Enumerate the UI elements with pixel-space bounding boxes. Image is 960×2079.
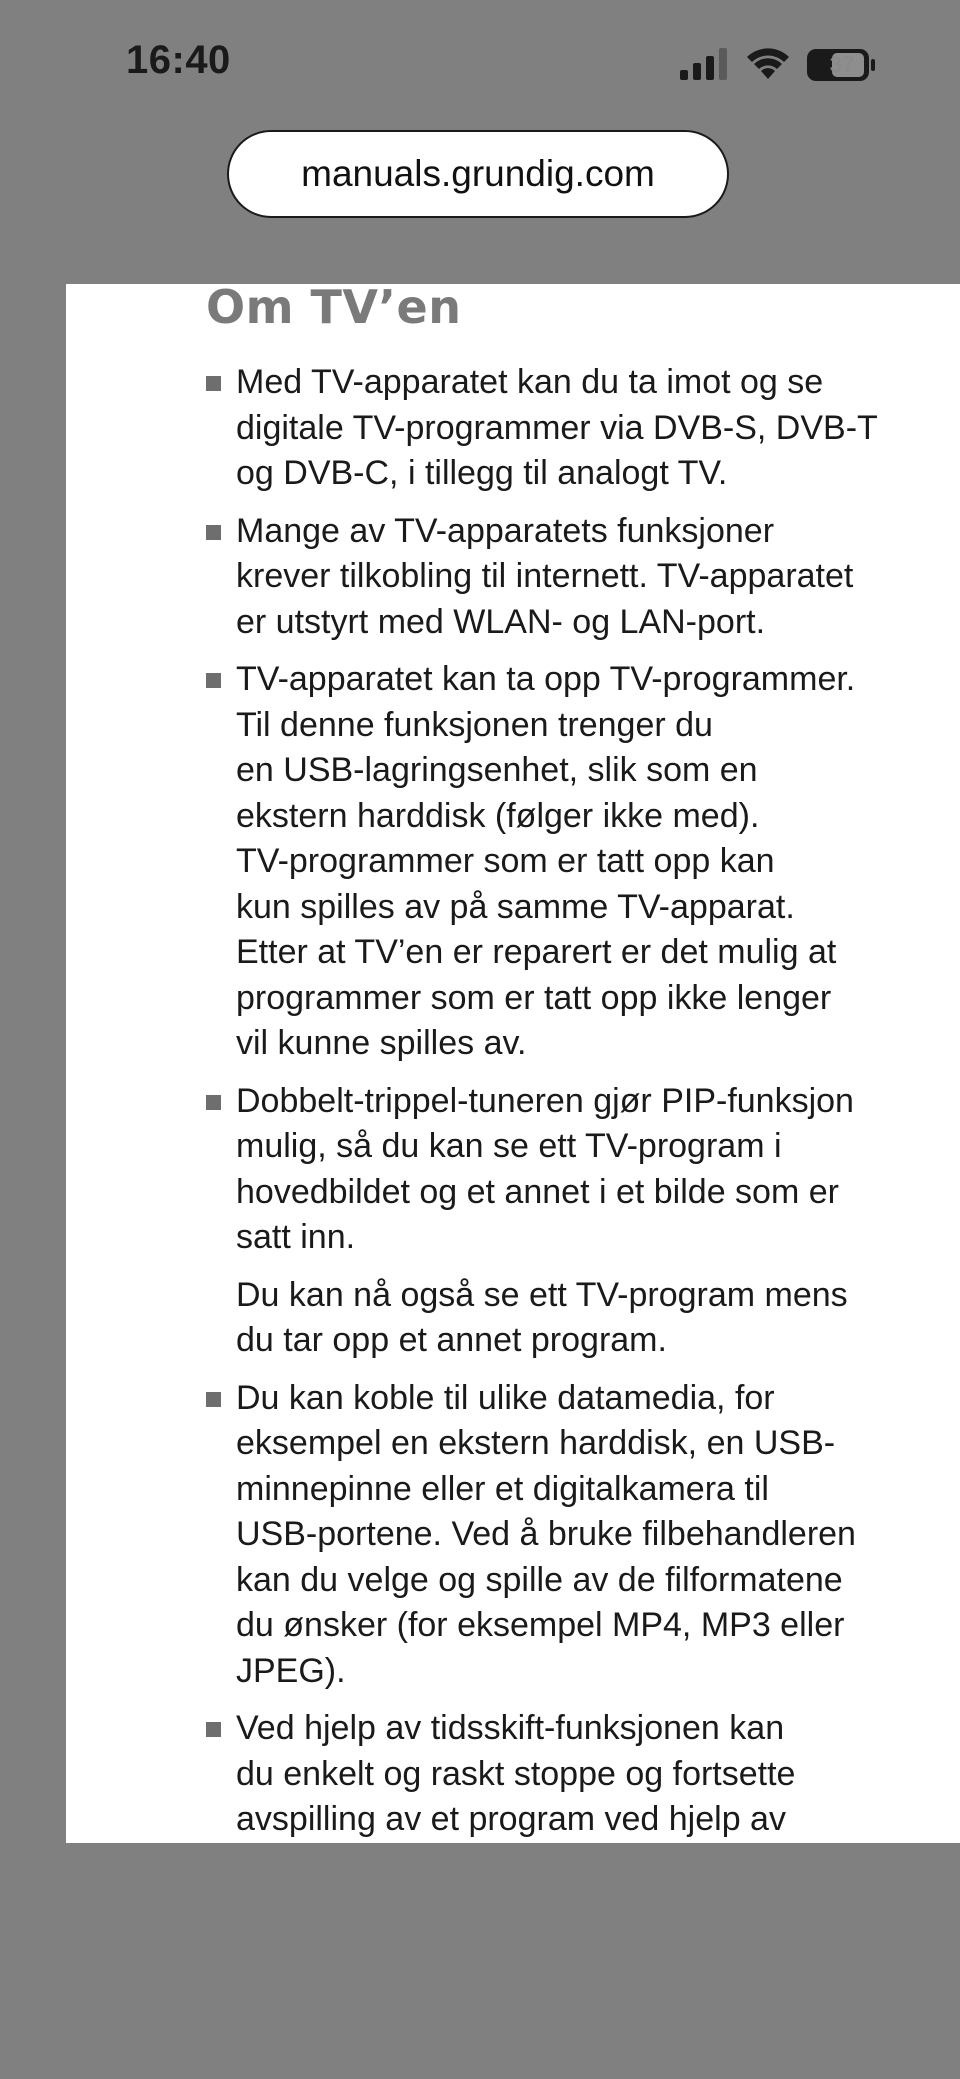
text-line: Dobbelt-trippel-tuneren gjør PIP-funksjon — [236, 1081, 854, 1120]
url-text: manuals.grundig.com — [301, 153, 655, 194]
text-line: Til denne funksjonen trenger du — [236, 705, 713, 744]
text-line: Med TV-apparatet kan du ta imot og se — [236, 363, 824, 401]
text-line: programmer som er tatt opp ikke lenger — [236, 978, 832, 1017]
wifi-icon — [746, 46, 790, 80]
document-page — [66, 284, 960, 1843]
paragraph — [206, 1079, 956, 1261]
text-line: Du kan koble til ulike datamedia, for — [236, 1378, 775, 1417]
text-line: ekstern harddisk (følger ikke med). — [236, 796, 760, 835]
text-line: JPEG). — [236, 1651, 346, 1690]
text-line: du ønsker (for eksempel MP4, MP3 eller — [236, 1606, 845, 1644]
text-line: Ved hjelp av tidsskift-funksjonen kan — [236, 1709, 785, 1747]
battery-icon — [806, 48, 876, 82]
text-line: krever tilkobling til internett. TV-apparatet — [236, 557, 854, 595]
text-line: Etter at TV’en er reparert er det mulig at — [236, 933, 837, 971]
text-line: eksempel en ekstern harddisk, en USB- — [236, 1424, 836, 1462]
text-line: vil kunne spilles av. — [236, 1024, 527, 1062]
text-line: USB-portene. Ved å bruke filbehandleren — [236, 1515, 856, 1553]
text-line: en USB-lagringsenhet, slik som en — [236, 751, 758, 789]
status-time: 16:40 — [126, 38, 231, 82]
page-title: Om TV’en — [206, 284, 462, 334]
paragraph — [206, 509, 956, 646]
text-line: Du kan nå også se ett TV-program mens — [236, 1275, 848, 1314]
text-line: Mange av TV-apparatets funksjoner — [236, 511, 775, 550]
text-line: hovedbildet og et annet i et bilde som er — [236, 1172, 839, 1211]
text-line: digitale TV-programmer via DVB-S, DVB-T — [236, 408, 878, 447]
paragraph — [206, 360, 956, 497]
text-line: avspilling av et program ved hjelp av — [236, 1800, 786, 1838]
bullet-square-icon — [206, 1722, 221, 1737]
text-line: kan du velge og spille av de filformatene — [236, 1560, 843, 1599]
signal-icon — [680, 48, 730, 80]
text-line: du enkelt og raskt stoppe og fortsette — [236, 1754, 796, 1793]
text-line: er utstyrt med WLAN- og LAN-port. — [236, 602, 766, 641]
text-line: mulig, så du kan se ett TV-program i — [236, 1127, 782, 1165]
paragraph — [206, 1376, 956, 1695]
bullet-square-icon — [206, 673, 221, 688]
paragraph — [206, 1273, 956, 1364]
address-bar[interactable] — [227, 130, 729, 218]
status-bar — [0, 0, 960, 130]
bullet-square-icon — [206, 525, 221, 540]
text-line: og DVB-C, i tillegg til analogt TV. — [236, 454, 728, 492]
text-line: minnepinne eller et digitalkamera til — [236, 1469, 769, 1508]
document-body — [206, 360, 956, 1843]
battery-level: 37 — [829, 52, 855, 77]
text-line: satt inn. — [236, 1218, 356, 1256]
paragraph — [206, 657, 956, 1067]
bullet-square-icon — [206, 1392, 221, 1407]
text-line: du tar opp et annet program. — [236, 1321, 667, 1359]
paragraph — [206, 1706, 956, 1843]
bullet-square-icon — [206, 1095, 221, 1110]
bullet-square-icon — [206, 376, 221, 391]
text-line: TV-apparatet kan ta opp TV-programmer. — [236, 660, 856, 698]
text-line: TV-programmer som er tatt opp kan — [236, 842, 775, 880]
text-line: kun spilles av på samme TV-apparat. — [236, 887, 795, 926]
